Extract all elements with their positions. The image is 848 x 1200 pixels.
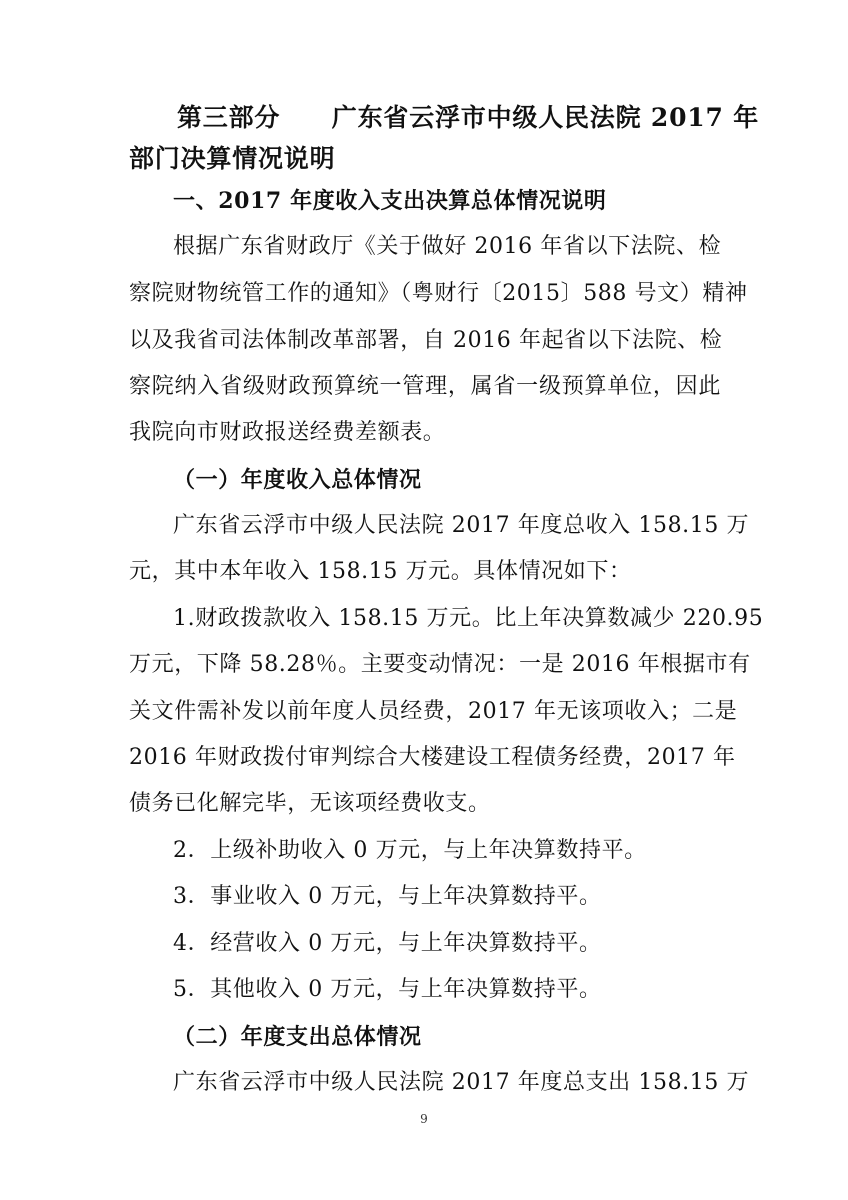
paragraph-income-line-1: 广东省云浮市中级人民法院 2017 年度总收入 158.15 万	[173, 513, 750, 538]
paragraph-intro-line-1: 根据广东省财政厅《关于做好 2016 年省以下法院、检	[173, 234, 722, 259]
item-1-line-1: 1.财政拨款收入 158.15 万元。比上年决算数减少 220.95	[173, 606, 764, 631]
item-2: 2．上级补助收入 0 万元，与上年决算数持平。	[173, 838, 647, 863]
paragraph-intro-line-5: 我院向市财政报送经费差额表。	[129, 420, 446, 445]
item-1-line-5: 债务已化解完毕，无该项经费收支。	[129, 791, 491, 816]
item-1-line-2: 万元，下降 58.28％。主要变动情况：一是 2016 年根据市有	[129, 652, 751, 677]
paragraph-intro-line-4: 察院纳入省级财政预算统一管理，属省一级预算单位，因此	[129, 374, 721, 399]
paragraph-intro-line-3: 以及我省司法体制改革部署，自 2016 年起省以下法院、检	[129, 328, 723, 353]
section-heading: 一、2017 年度收入支出决算总体情况说明	[173, 188, 607, 214]
document-title-line-1: 第三部分 广东省云浮市中级人民法院 2017 年	[177, 103, 759, 132]
page-number: 9	[420, 1112, 428, 1126]
paragraph-income-line-2: 元，其中本年收入 158.15 万元。具体情况如下：	[129, 559, 632, 584]
subheading-expense: （二）年度支出总体情况	[173, 1024, 422, 1050]
item-5: 5．其他收入 0 万元，与上年决算数持平。	[173, 977, 602, 1002]
item-4: 4．经营收入 0 万元，与上年决算数持平。	[173, 931, 602, 956]
item-1-line-3: 关文件需补发以前年度人员经费，2017 年无该项收入；二是	[129, 699, 738, 724]
item-1-line-4: 2016 年财政拨付审判综合大楼建设工程债务经费，2017 年	[129, 745, 736, 770]
item-3: 3．事业收入 0 万元，与上年决算数持平。	[173, 884, 602, 909]
subheading-income: （一）年度收入总体情况	[173, 467, 422, 493]
paragraph-intro-line-2: 察院财物统管工作的通知》（粤财行〔2015〕588 号文）精神	[129, 281, 748, 306]
document-title-line-2: 部门决算情况说明	[129, 144, 336, 173]
paragraph-expense-line-1: 广东省云浮市中级人民法院 2017 年度总支出 158.15 万	[173, 1070, 750, 1095]
